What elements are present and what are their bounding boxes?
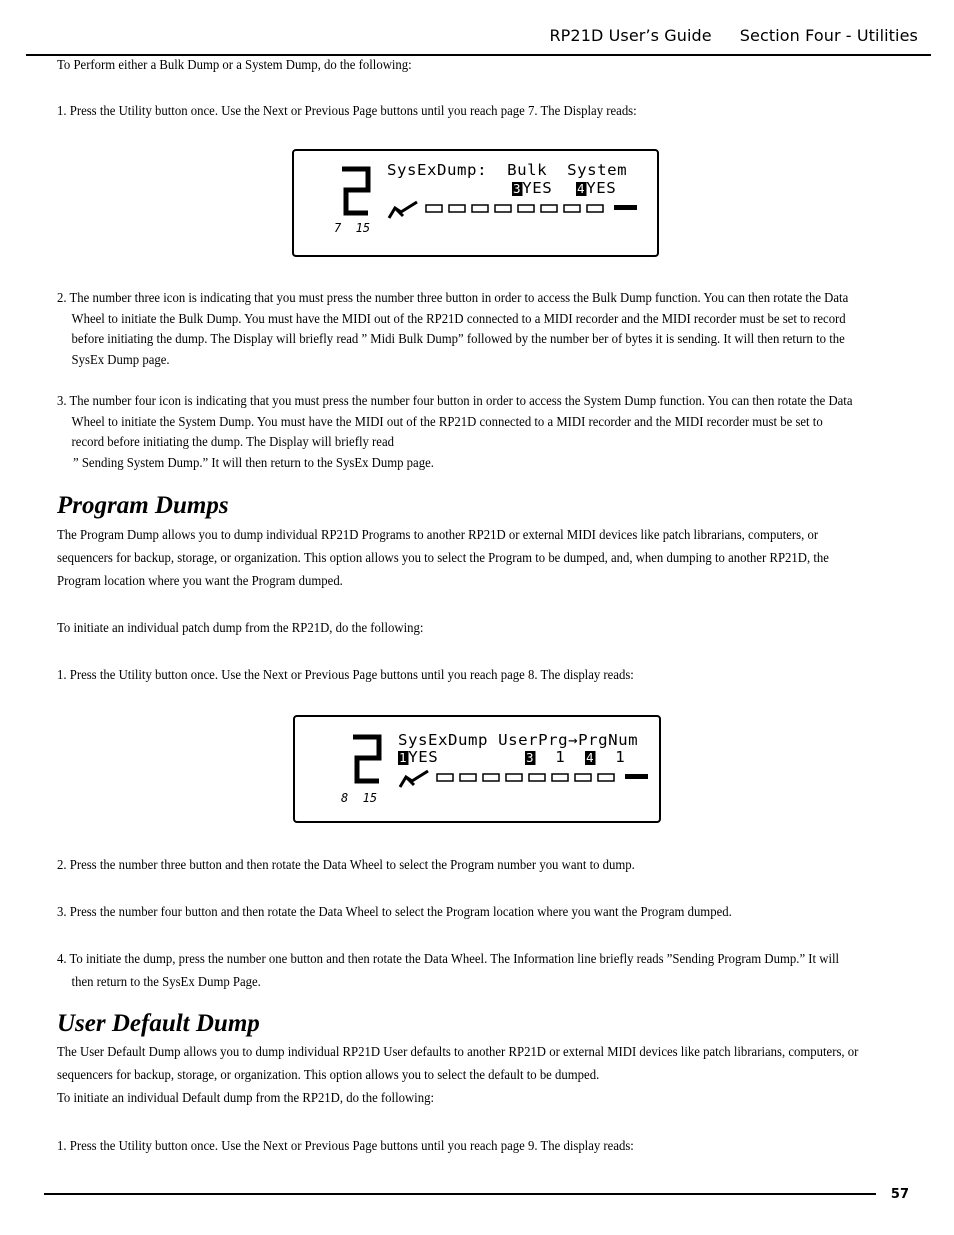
guitar-icon xyxy=(398,767,434,791)
section-title: Section Four - Utilities xyxy=(739,26,918,45)
guide-title: RP21D User’s Guide xyxy=(549,26,712,45)
program-number-value: 1 xyxy=(555,748,566,766)
bulk-step-3-cont: ” Sending System Dump.” It will then return to the SysEx Dump page. xyxy=(73,456,434,471)
lcd2-line1: SysExDump UserPrg→PrgNum xyxy=(398,731,639,749)
running-header xyxy=(549,26,918,45)
page-number: 57 xyxy=(890,1187,909,1202)
user-default-step-1: 1. Press the Utility button once. Use the Next or Previous Page buttons until you reach page 9. The display reads: xyxy=(57,1139,634,1154)
lcd2-yes-option xyxy=(398,748,438,766)
bulk-yes: YES xyxy=(522,179,553,197)
effect-chain-bar xyxy=(424,203,639,215)
user-default-initiate: To initiate an individual Default dump from the RP21D, do the following: xyxy=(57,1091,435,1106)
lcd-display-page-7 xyxy=(292,149,659,257)
bulk-step-2: 2. The number three icon is indicating that you must press the number three button in order to access the Bulk Dump function. You can then rotate the Data Wheel to initiate the Bulk Dump. You must have the MIDI out of the RP21D connected to a MIDI recorder and the MIDI recorder must be set to record before initiating the dump. The Display will briefly read ” Midi Bulk Dump” followed by the number ber of bytes it is sending. It will then return to the SysEx Dump page. xyxy=(57,291,849,369)
number-3-icon: 3 xyxy=(526,751,535,765)
user-default-body: The User Default Dump allows you to dump individual RP21D User defaults to another RP21D or external MIDI devices like patch librarians, computers, or sequencers for backup, storage, or organization. This option allows you to select the default to be dumped. xyxy=(57,1045,859,1084)
lcd2-program-number xyxy=(525,748,565,766)
big-digit-graphic xyxy=(349,731,385,789)
bulk-step-3: 3. The number four icon is indicating that you must press the number four button in order to access the System Dump function. You can then rotate the Data Wheel to initiate the System Dump. You must have the MIDI out of the RP21D connected to a MIDI recorder and the MIDI recorder must be set to record before initiating the dump. The Display will briefly read xyxy=(57,394,853,451)
program-step-3: 3. Press the number four button and then rotate the Data Wheel to select the Program location where you want the Program dumped. xyxy=(57,905,732,920)
number-3-icon: 3 xyxy=(513,182,522,196)
number-1-icon: 1 xyxy=(399,751,408,765)
lcd-display-page-8 xyxy=(293,715,661,823)
number-4-icon: 4 xyxy=(577,182,586,196)
lcd1-system-option xyxy=(576,179,616,197)
program-dumps-body: The Program Dump allows you to dump individual RP21D Programs to another RP21D or external MIDI devices like patch librarians, computers, or sequencers for backup, storage, or organization. This option allows you to select the Program to be dumped, and, when dumping to another RP21D, the Program location where you want the Program dumped. xyxy=(57,528,829,590)
effect-chain-bar xyxy=(435,772,650,784)
lcd2-program-location xyxy=(585,748,625,766)
guitar-icon xyxy=(387,198,423,222)
lcd2-yes: YES xyxy=(408,748,439,766)
program-step-1: 1. Press the Utility button once. Use the Next or Previous Page buttons until you reach page 8. The display reads: xyxy=(57,668,634,683)
number-4-icon: 4 xyxy=(586,751,595,765)
program-step-4: 4. To initiate the dump, press the number one button and then rotate the Data Wheel. The Information line briefly reads ”Sending Program Dump.” It will then return to the SysEx Dump Page. xyxy=(57,952,840,991)
program-initiate: To initiate an individual patch dump from the RP21D, do the following: xyxy=(57,621,424,636)
lcd1-line1: SysExDump: Bulk System xyxy=(387,161,628,179)
lcd1-page-label: 7 15 xyxy=(334,221,371,235)
program-step-2: 2. Press the number three button and then rotate the Data Wheel to select the Program number you want to dump. xyxy=(57,858,635,873)
bulk-step-1: 1. Press the Utility button once. Use the Next or Previous Page buttons until you reach page 7. The Display reads: xyxy=(57,104,637,119)
program-location-value: 1 xyxy=(615,748,626,766)
program-dumps-heading: Program Dumps xyxy=(57,492,229,519)
user-default-dump-heading: User Default Dump xyxy=(57,1010,260,1037)
system-yes: YES xyxy=(586,179,617,197)
lcd1-bulk-option xyxy=(512,179,552,197)
lcd2-page-label: 8 15 xyxy=(341,791,378,805)
big-digit-graphic xyxy=(338,163,374,221)
footer-rule xyxy=(44,1193,876,1195)
intro-text: To Perform either a Bulk Dump or a System Dump, do the following: xyxy=(57,58,412,73)
